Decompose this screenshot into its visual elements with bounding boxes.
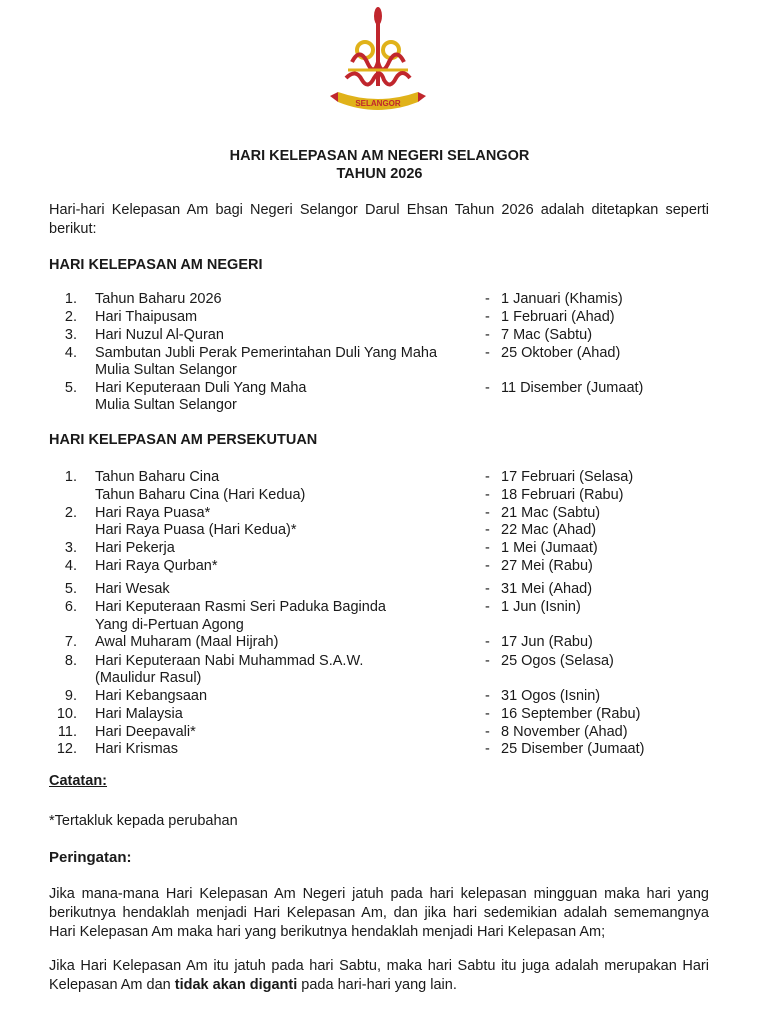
holiday-date: 1 Februari (Ahad) [501,309,615,325]
holiday-number: 11. [57,724,77,740]
holiday-name: Hari Keputeraan Nabi Muhammad S.A.W. [95,653,364,669]
holiday-row [0,540,759,558]
notes-text: *Tertakluk kepada perubahan [49,813,238,829]
holiday-row [0,487,759,505]
holiday-date: 1 Mei (Jumaat) [501,540,598,556]
holiday-date: 31 Mei (Ahad) [501,581,593,597]
holiday-name: Yang di-Pertuan Agong [95,617,244,633]
holiday-name: Sambutan Jubli Perak Pemerintahan Duli Yang Maha [95,345,438,361]
holiday-row [0,724,759,742]
holiday-separator: - [485,487,490,503]
holiday-number: 9. [64,688,77,704]
selangor-crest-icon [322,6,434,120]
crest-text: SELANGOR [355,99,401,108]
holiday-date: 17 Februari (Selasa) [501,469,634,485]
holiday-number: 1. [64,291,77,307]
holiday-separator: - [485,741,490,757]
holiday-name: Hari Deepavali* [95,724,196,740]
holiday-row [0,599,759,617]
holiday-row [0,558,759,576]
holiday-row [0,688,759,706]
holiday-number: 5. [64,581,77,597]
holiday-date: 22 Mac (Ahad) [501,522,597,538]
holiday-row [0,653,759,671]
holiday-separator: - [485,522,490,538]
holiday-name: Hari Thaipusam [95,309,198,325]
holiday-separator: - [485,540,490,556]
holiday-row [0,362,759,380]
holiday-row [0,309,759,327]
holiday-name: Hari Malaysia [95,706,183,722]
state-holidays-heading: HARI KELEPASAN AM NEGERI [49,257,263,273]
holiday-separator: - [485,327,490,343]
holiday-row [0,327,759,345]
holiday-row [0,741,759,759]
holiday-row [0,617,759,635]
holiday-separator: - [485,599,490,615]
holiday-date: 11 Disember (Jumaat) [501,380,644,396]
holiday-name: Tahun Baharu Cina [95,469,220,485]
holiday-number: 7. [64,634,77,650]
holiday-separator: - [485,634,490,650]
reminder-paragraph-1: Jika mana-mana Hari Kelepasan Am Negeri jatuh pada hari kelepasan mingguan maka hari yang berikutnya hendaklah menjadi Hari Kelepasan Am, dan jika hari sedemikian adalah sememangnya Hari Kelepasan Am maka hari yang berikutnya hendaklah menjadi Hari Kelepasan Am; [49,886,709,940]
holiday-date: 27 Mei (Rabu) [501,558,593,574]
holiday-separator: - [485,581,490,597]
holiday-name: Awal Muharam (Maal Hijrah) [95,634,279,650]
holiday-date: 31 Ogos (Isnin) [501,688,601,704]
holiday-row [0,634,759,652]
holiday-name: Mulia Sultan Selangor [95,362,237,378]
holiday-name: Hari Wesak [95,581,170,597]
holiday-number: 2. [64,505,77,521]
reminder-text-end: pada hari-hari yang lain. [297,977,457,993]
reminder-paragraph-2 [49,957,709,995]
intro-paragraph: Hari-hari Kelepasan Am bagi Negeri Selangor Darul Ehsan Tahun 2026 adalah ditetapkan seperti berikut: [49,202,709,237]
holiday-separator: - [485,558,490,574]
holiday-date: 17 Jun (Rabu) [501,634,593,650]
holiday-row [0,380,759,398]
holiday-date: 25 Disember (Jumaat) [501,741,645,757]
holiday-date: 1 Jun (Isnin) [501,599,581,615]
holiday-name: Hari Raya Puasa (Hari Kedua)* [95,522,297,538]
holiday-row [0,397,759,415]
reminder-text: Jika Hari Kelepasan Am itu jatuh pada hari Sabtu, maka hari Sabtu itu juga adalah merupakan Hari Kelepasan Am dan [49,958,709,993]
holiday-separator: - [485,309,490,325]
holiday-date: 21 Mac (Sabtu) [501,505,601,521]
holiday-number: 5. [64,380,77,396]
holiday-number: 3. [64,540,77,556]
holiday-name: (Maulidur Rasul) [95,670,202,686]
holiday-separator: - [485,380,490,396]
holiday-date: 7 Mac (Sabtu) [501,327,593,343]
holiday-separator: - [485,345,490,361]
reminder-emphasis: tidak akan diganti [174,977,298,993]
holiday-name: Mulia Sultan Selangor [95,397,237,413]
holiday-row [0,505,759,523]
holiday-separator: - [485,688,490,704]
holiday-separator: - [485,706,490,722]
document-title: HARI KELEPASAN AM NEGERI SELANGOR [229,148,530,164]
holiday-separator: - [485,291,490,307]
holiday-number: 2. [64,309,77,325]
holiday-name: Tahun Baharu Cina (Hari Kedua) [95,487,306,503]
holiday-name: Tahun Baharu 2026 [95,291,222,307]
holiday-number: 4. [64,345,77,361]
holiday-row [0,522,759,540]
holiday-row [0,291,759,309]
holiday-row [0,345,759,363]
holiday-date: 16 September (Rabu) [501,706,641,722]
holiday-row [0,469,759,487]
holiday-number: 1. [64,469,77,485]
holiday-number: 4. [64,558,77,574]
holiday-number: 8. [64,653,77,669]
holiday-name: Hari Krismas [95,741,178,757]
holiday-date: 25 Ogos (Selasa) [501,653,614,669]
holiday-separator: - [485,505,490,521]
holiday-separator: - [485,653,490,669]
holiday-date: 25 Oktober (Ahad) [501,345,621,361]
holiday-name: Hari Keputeraan Duli Yang Maha [95,380,307,396]
holiday-name: Hari Keputeraan Rasmi Seri Paduka Baginda [95,599,386,615]
holiday-number: 12. [56,741,77,757]
holiday-date: 8 November (Ahad) [501,724,628,740]
holiday-name: Hari Raya Qurban* [95,558,218,574]
holiday-separator: - [485,724,490,740]
holiday-row [0,670,759,688]
reminder-heading: Peringatan: [49,849,132,866]
holiday-date: 18 Februari (Rabu) [501,487,624,503]
document-year: TAHUN 2026 [336,166,423,182]
holiday-row [0,581,759,599]
holiday-number: 10. [56,706,77,722]
notes-heading: Catatan: [49,773,108,789]
holiday-separator: - [485,469,490,485]
holiday-number: 6. [64,599,77,615]
holiday-number: 3. [64,327,77,343]
holiday-name: Hari Kebangsaan [95,688,208,704]
holiday-date: 1 Januari (Khamis) [501,291,623,307]
holiday-name: Hari Raya Puasa* [95,505,211,521]
holiday-name: Hari Pekerja [95,540,175,556]
federal-holidays-heading: HARI KELEPASAN AM PERSEKUTUAN [49,432,318,448]
holiday-row [0,706,759,724]
holiday-name: Hari Nuzul Al-Quran [95,327,224,343]
